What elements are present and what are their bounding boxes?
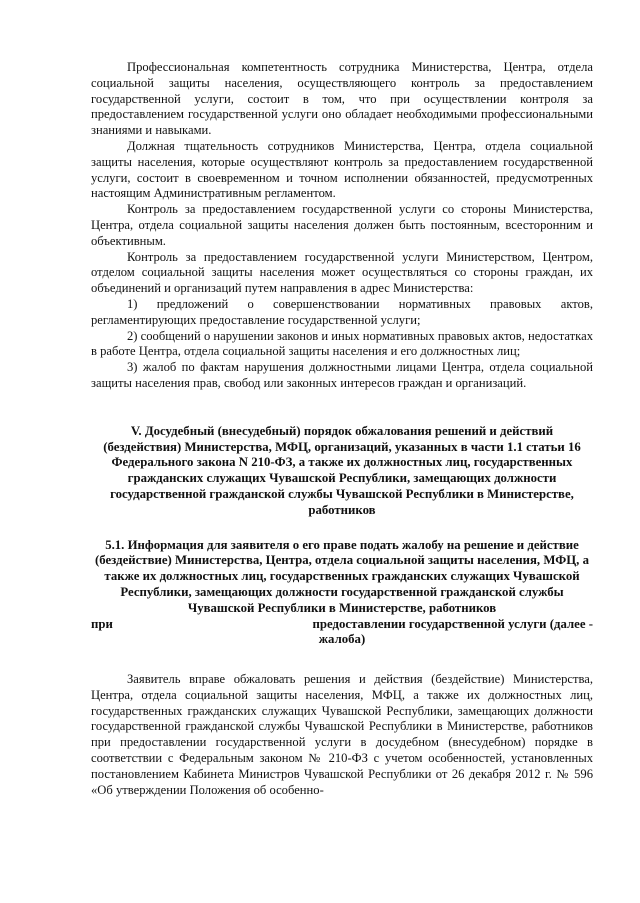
subsection-heading-line-left: при (91, 616, 113, 631)
subsection-heading (91, 538, 593, 617)
subsection-heading-line-right: предоставлении государственной услуги (далее - (312, 616, 593, 631)
list-item-reports: 2) сообщений о нарушении законов и иных нормативных правовых актов, недостатках в работе Центра, отдела социальной защиты населения и его должностных лиц; (91, 328, 593, 359)
paragraph-appeal-right: Заявитель вправе обжаловать решения и действия (бездействие) Министерства, Центра, отдела социальной защиты населения, МФЦ, а также их должностных лиц, государственных гражданских служащих Чувашской Республики, замещающих должности государственной гражданской службы Чувашской Республики в Министерстве, работников при предоставлении государственной услуги в досудебном (внесудебном) порядке в соответствии с Федеральным законом № 210-ФЗ с учетом особенностей, установленных постановлением Кабинета Министров Чувашской Республики от 26 декабря 2012 г. № 596 «Об утверждении Положения об особенно- (91, 672, 593, 797)
spacer (91, 392, 593, 424)
list-item-complaints: 3) жалоб по фактам нарушения должностными лицами Центра, отдела социальной защиты населения прав, свобод или законных интересов граждан и организаций. (91, 360, 593, 390)
document-page (91, 60, 593, 798)
section-heading: V. Досудебный (внесудебный) порядок обжалования решений и действий (бездействия) Министерства, МФЦ, организаций, указанных в части 1.1 статьи 16 Федерального закона N 210-ФЗ, а также их должностных лиц, государственных гражданских служащих Чувашской Республики, замещающих должности государственной гражданской службы Чувашской Республики в Министерстве, работников (103, 423, 581, 517)
subsection-heading-main: 5.1. Информация для заявителя о его праве подать жалобу на решение и действие (бездействие) Министерства, Центра, отдела социальной защиты населения, МФЦ, а также их должностных лиц, государственных гражданских служащих Чувашской Республики, замещающих должности государственной гражданской службы Чувашской Республики в Министерстве, работников (95, 537, 589, 615)
list-item-proposals: 1) предложений о совершенствовании нормативных правовых актов, регламентирующих предоставление государственной услуги; (91, 296, 593, 327)
spacer (91, 519, 593, 538)
paragraph-control-requirements: Контроль за предоставлением государственной услуги со стороны Министерства, Центра, отдела социальной защиты населения должен быть постоянным, всесторонним и объективным. (91, 202, 593, 248)
paragraph-competence: Профессиональная компетентность сотрудника Министерства, Центра, отдела социальной защиты населения, осуществляющего контроль за предоставлением государственной услуги, состоит в том, что при осуществлении контроля за предоставлением государственной услуги оно обладает необходимыми профессиональными знаниями и навыками. (91, 60, 593, 138)
subsection-heading-spread-line (91, 617, 593, 633)
subsection-heading-last-line: жалоба) (318, 632, 366, 647)
paragraph-diligence: Должная тщательность сотрудников Министерства, Центра, отдела социальной защиты населения, которые осуществляют контроль за предоставлением государственной услуги, состоит в своевременном и точном исполнении обязанностей, предусмотренных настоящим Административным регламентом. (91, 138, 593, 201)
paragraph-public-control: Контроль за предоставлением государственной услуги Министерством, Центром, отделом социальной защиты населения может осуществляться со стороны граждан, их объединений и организаций путем направления в адрес Министерства: (91, 249, 593, 296)
spacer (91, 648, 593, 672)
